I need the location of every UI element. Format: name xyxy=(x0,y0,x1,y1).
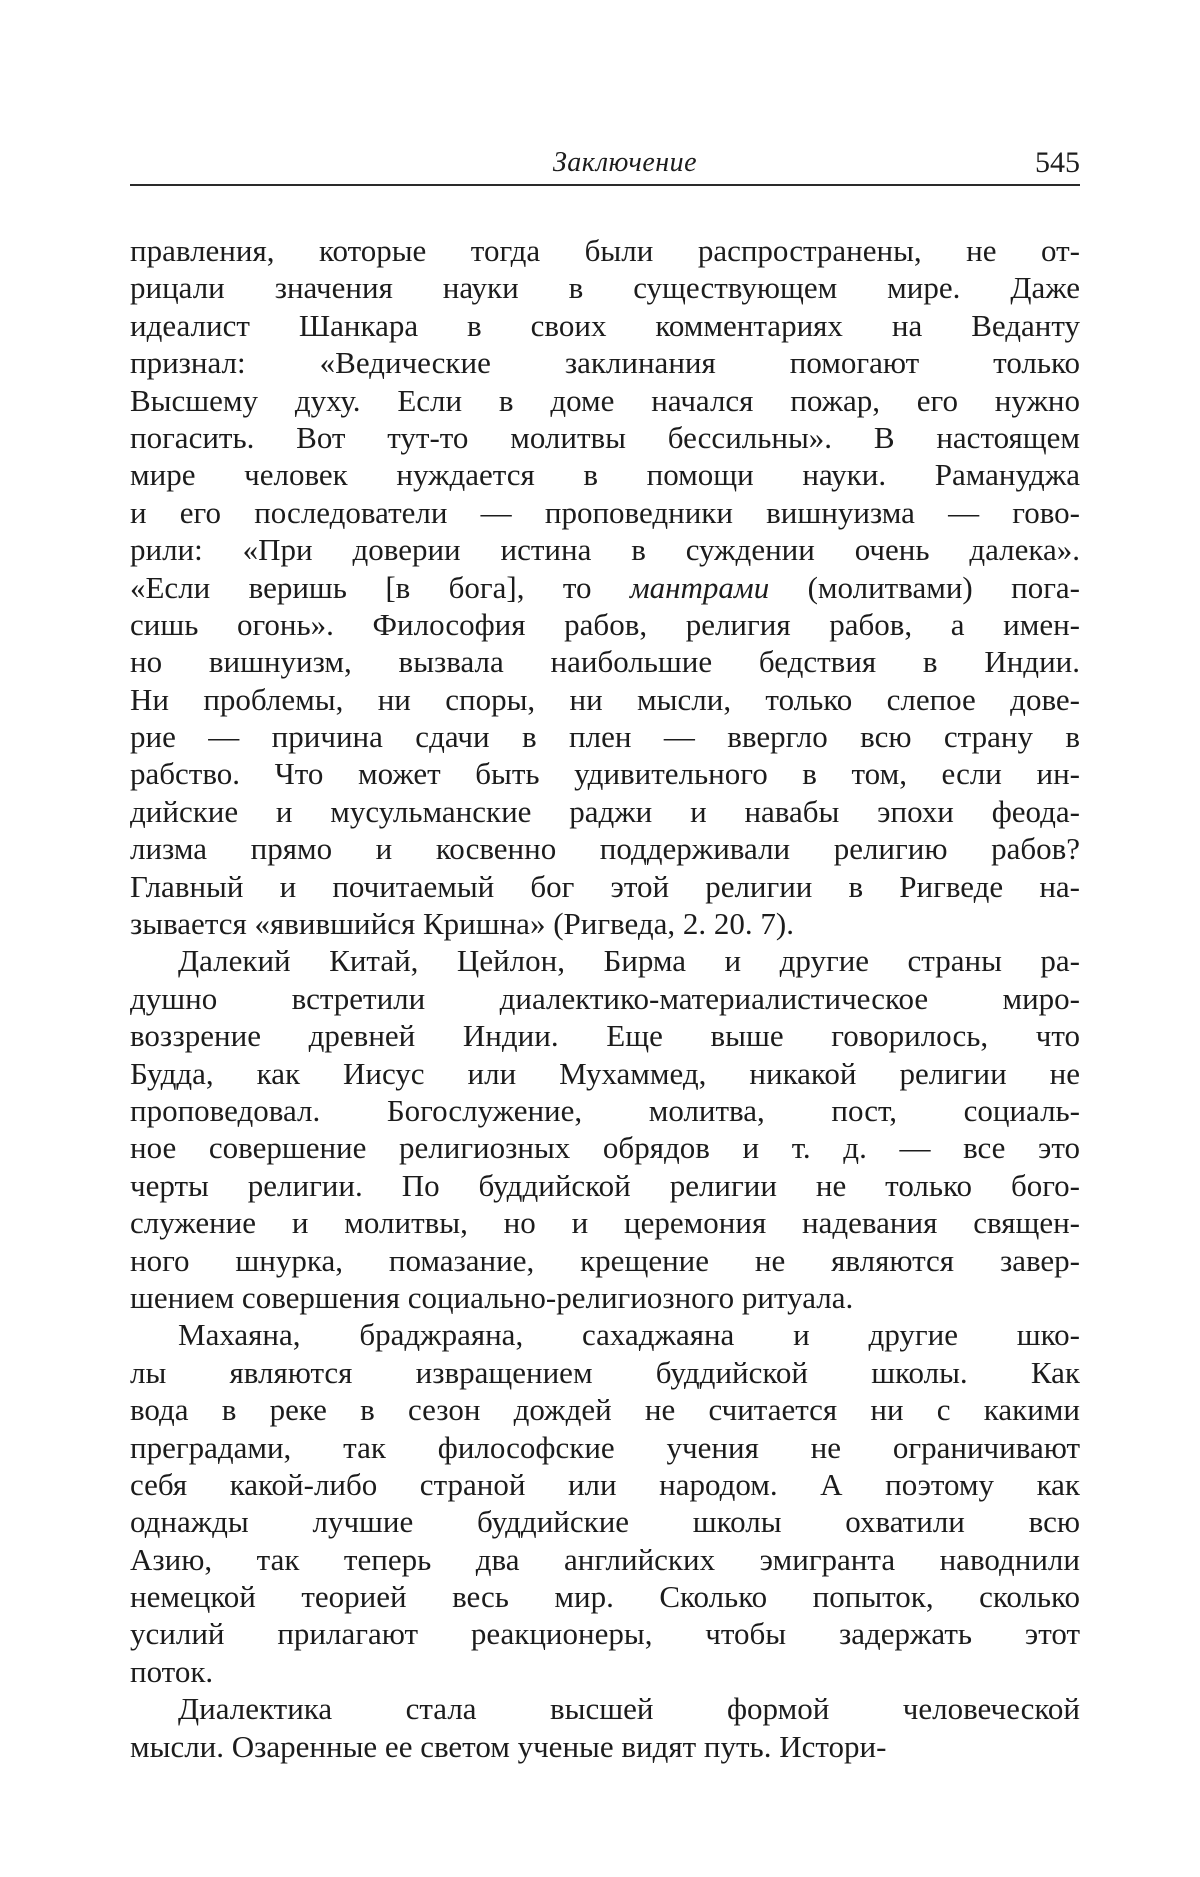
text-line: преградами, так философские учения не ограничивают xyxy=(130,1429,1080,1465)
body-text xyxy=(130,232,1080,1765)
text-line: и его последователи — проповедники вишнуизма — гово- xyxy=(130,494,1080,530)
text-line: сишь огонь». Философия рабов, религия рабов, а имен- xyxy=(130,606,1080,642)
emphasis: мантрами xyxy=(629,569,770,605)
text-line: рицали значения науки в существующем мире. Даже xyxy=(130,270,1080,306)
text-line: Махаяна, браджраяна, сахаджаяна и другие шко- xyxy=(178,1317,1080,1353)
text-line: правления, которые тогда были распространены, не от- xyxy=(130,233,1080,268)
paragraph xyxy=(130,1690,1080,1765)
running-head xyxy=(130,143,1080,183)
text-line: проповедовал. Богослужение, молитва, пост, социаль- xyxy=(130,1092,1080,1128)
text-line: ного шнурка, помазание, крещение не являются завер- xyxy=(130,1242,1080,1278)
paragraph xyxy=(130,232,1080,942)
text-line: черты религии. По буддийской религии не только бого- xyxy=(130,1167,1080,1203)
text-line: воззрение древней Индии. Еще выше говорилось, что xyxy=(130,1018,1080,1054)
text-line: служение и молитвы, но и церемония надевания священ- xyxy=(130,1205,1080,1241)
text-line: погасить. Вот тут-то молитвы бессильны». В настоящем xyxy=(130,419,1080,455)
text-line: Диалектика стала высшей формой человеческой xyxy=(178,1691,1080,1727)
text-line: однажды лучшие буддийские школы охватили всю xyxy=(130,1504,1080,1540)
text-line: себя какой-либо страной или народом. А поэтому как xyxy=(130,1466,1080,1502)
text-line: усилий прилагают реакционеры, чтобы задержать этот xyxy=(130,1616,1080,1652)
text-line: шением совершения социально-религиозного ритуала. xyxy=(130,1279,854,1315)
text-line: немецкой теорией весь мир. Сколько попыток, сколько xyxy=(130,1579,1080,1615)
text-line: Азию, так теперь два английских эмигранта наводнили xyxy=(130,1541,1080,1577)
text-line: рабство. Что может быть удивительного в том, если ин- xyxy=(130,756,1080,792)
text-line: признал: «Ведические заклинания помогают только xyxy=(130,345,1080,381)
text-line: рили: «При доверии истина в суждении очень далека». xyxy=(130,532,1080,568)
text-line: Высшему духу. Если в доме начался пожар, его нужно xyxy=(130,382,1080,418)
text-line: ное совершение религиозных обрядов и т. д. — все это xyxy=(130,1130,1080,1166)
text-line: рие — причина сдачи в плен — ввергло всю страну в xyxy=(130,719,1080,755)
text-line: мысли. Озаренные ее светом ученые видят путь. Истори- xyxy=(130,1728,887,1764)
text-line: Будда, как Иисус или Мухаммед, никакой религии не xyxy=(130,1055,1080,1091)
text-line: поток. xyxy=(130,1653,214,1689)
running-title: Заключение xyxy=(552,147,698,178)
text-line: идеалист Шанкара в своих комментариях на Веданту xyxy=(130,307,1080,343)
text-line: Главный и почитаемый бог этой религии в Ригведе на- xyxy=(130,868,1080,904)
header-rule xyxy=(130,184,1080,186)
paragraph xyxy=(130,942,1080,1316)
text-line: но вишнуизм, вызвала наибольшие бедствия в Индии. xyxy=(130,644,1080,680)
text-line: зывается «явившийся Кришна» (Ригведа, 2. 20. 7). xyxy=(130,906,794,942)
text-line: вода в реке в сезон дождей не считается ни с какими xyxy=(130,1392,1080,1428)
text-line: «Если веришь [в бога], то мантрами (молитвами) пога- xyxy=(130,569,1080,605)
text-line: лы являются извращением буддийской школы. Как xyxy=(130,1354,1080,1390)
text-line: мире человек нуждается в помощи науки. Рамануджа xyxy=(130,457,1080,493)
text-line: душно встретили диалектико-материалистическое миро- xyxy=(130,980,1080,1016)
text-line: дийские и мусульманские раджи и навабы эпохи феода- xyxy=(130,793,1080,829)
text-line: Далекий Китай, Цейлон, Бирма и другие страны ра- xyxy=(178,943,1080,979)
paragraph xyxy=(130,1316,1080,1690)
text-line: лизма прямо и косвенно поддерживали религию рабов? xyxy=(130,831,1080,867)
text-line: Ни проблемы, ни споры, ни мысли, только слепое дове- xyxy=(130,681,1080,717)
page-number: 545 xyxy=(1035,146,1080,179)
